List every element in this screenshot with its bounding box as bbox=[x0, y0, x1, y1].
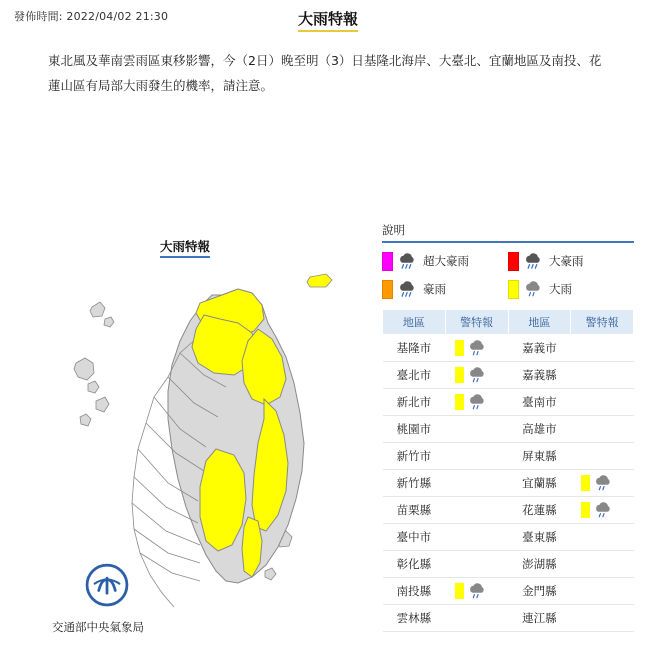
region-name: 彰化縣 bbox=[383, 551, 446, 578]
rain-icon bbox=[467, 393, 489, 411]
legend-item-heavy-rain bbox=[508, 277, 634, 301]
region-name: 嘉義市 bbox=[508, 335, 571, 362]
region-name: 金門縣 bbox=[508, 578, 571, 605]
table-row bbox=[383, 389, 634, 416]
legend-divider bbox=[382, 241, 634, 243]
legend-label-heavy-rain: 大雨 bbox=[549, 282, 572, 296]
table-row bbox=[383, 443, 634, 470]
rain-icon bbox=[593, 501, 615, 519]
legend-swatch-heavy-rain bbox=[508, 280, 519, 299]
region-name: 南投縣 bbox=[383, 578, 446, 605]
warning-cell bbox=[571, 389, 634, 416]
issue-time: 發佈時間: 2022/04/02 21:30 bbox=[14, 10, 169, 23]
warning-cell bbox=[445, 416, 508, 443]
warning-cell bbox=[571, 524, 634, 551]
table-row bbox=[383, 524, 634, 551]
legend-item-torrential bbox=[508, 249, 634, 273]
advisory-text: 東北風及華南雲雨區東移影響，今（2日）晚至明（3）日基隆北海岸、大臺北、宜蘭地區及南投、花蓮山區有局部大雨發生的機率，請注意。 bbox=[48, 53, 602, 93]
rain-icon bbox=[593, 474, 615, 492]
warning-cell bbox=[445, 443, 508, 470]
region-name: 連江縣 bbox=[508, 605, 571, 632]
map-title-text: 大雨特報 bbox=[160, 239, 210, 258]
cwb-logo-icon bbox=[85, 563, 129, 607]
legend-swatch-extreme-torrential bbox=[382, 252, 393, 271]
warning-table bbox=[382, 309, 634, 632]
table-row bbox=[383, 416, 634, 443]
legend-label-extremely-heavy: 豪雨 bbox=[423, 282, 446, 296]
table-row bbox=[383, 497, 634, 524]
warning-cell bbox=[445, 551, 508, 578]
table-header-row bbox=[383, 310, 634, 335]
region-name: 新竹縣 bbox=[383, 470, 446, 497]
warning-color-bar bbox=[455, 583, 464, 599]
rain-icon bbox=[467, 339, 489, 357]
region-name: 基隆市 bbox=[383, 335, 446, 362]
warning-color-bar bbox=[455, 394, 464, 410]
table-row bbox=[383, 335, 634, 362]
table-row bbox=[383, 551, 634, 578]
warning-cell bbox=[445, 335, 508, 362]
warning-cell bbox=[571, 551, 634, 578]
legend-label-torrential: 大豪雨 bbox=[549, 254, 584, 268]
warning-cell bbox=[571, 416, 634, 443]
warning-color-bar bbox=[455, 367, 464, 383]
region-name: 屏東縣 bbox=[508, 443, 571, 470]
warning-color-bar bbox=[581, 475, 590, 491]
warning-cell bbox=[445, 578, 508, 605]
warning-cell bbox=[571, 605, 634, 632]
warning-cell bbox=[571, 578, 634, 605]
region-name: 桃園市 bbox=[383, 416, 446, 443]
warning-color-bar bbox=[581, 502, 590, 518]
table-row bbox=[383, 605, 634, 632]
legend-heading: 說明 bbox=[382, 223, 405, 237]
page-title-text: 大雨特報 bbox=[298, 10, 358, 32]
info-panel bbox=[382, 222, 634, 632]
region-name: 苗栗縣 bbox=[383, 497, 446, 524]
region-name: 高雄市 bbox=[508, 416, 571, 443]
warning-cell bbox=[445, 605, 508, 632]
warning-cell bbox=[571, 470, 634, 497]
region-name: 臺南市 bbox=[508, 389, 571, 416]
region-name: 嘉義縣 bbox=[508, 362, 571, 389]
header-warning-right: 警特報 bbox=[571, 310, 634, 335]
legend-item-extreme-torrential bbox=[382, 249, 508, 273]
table-row bbox=[383, 362, 634, 389]
heavy-rain-icon bbox=[523, 252, 545, 270]
page-title bbox=[0, 8, 656, 29]
region-name: 臺東縣 bbox=[508, 524, 571, 551]
warning-cell bbox=[571, 497, 634, 524]
legend bbox=[382, 249, 634, 301]
header-warning-left: 警特報 bbox=[445, 310, 508, 335]
header-region-right: 地區 bbox=[508, 310, 571, 335]
rain-icon bbox=[523, 280, 545, 298]
warning-cell bbox=[445, 362, 508, 389]
rain-icon bbox=[467, 582, 489, 600]
region-name: 臺北市 bbox=[383, 362, 446, 389]
map-panel bbox=[10, 225, 360, 645]
island-yilan-offshore bbox=[307, 274, 332, 287]
table-row bbox=[383, 470, 634, 497]
warning-cell bbox=[571, 362, 634, 389]
heavy-rain-icon bbox=[397, 252, 419, 270]
warning-cell bbox=[445, 524, 508, 551]
legend-item-extremely-heavy bbox=[382, 277, 508, 301]
warning-color-bar bbox=[455, 340, 464, 356]
legend-swatch-extremely-heavy bbox=[382, 280, 393, 299]
region-name: 新竹市 bbox=[383, 443, 446, 470]
region-name: 澎湖縣 bbox=[508, 551, 571, 578]
taiwan-map bbox=[10, 249, 360, 639]
region-name: 花蓮縣 bbox=[508, 497, 571, 524]
table-row bbox=[383, 578, 634, 605]
heavy-rain-icon bbox=[397, 280, 419, 298]
legend-label-extreme-torrential: 超大豪雨 bbox=[423, 254, 469, 268]
warning-cell bbox=[571, 335, 634, 362]
warning-cell bbox=[445, 497, 508, 524]
rain-icon bbox=[467, 366, 489, 384]
region-name: 新北市 bbox=[383, 389, 446, 416]
warning-cell bbox=[445, 389, 508, 416]
region-name: 宜蘭縣 bbox=[508, 470, 571, 497]
legend-swatch-torrential bbox=[508, 252, 519, 271]
cwb-caption: 交通部中央氣象局 bbox=[52, 620, 144, 634]
region-name: 雲林縣 bbox=[383, 605, 446, 632]
warning-cell bbox=[571, 443, 634, 470]
region-name: 臺中市 bbox=[383, 524, 446, 551]
header-region-left: 地區 bbox=[383, 310, 446, 335]
warning-cell bbox=[445, 470, 508, 497]
